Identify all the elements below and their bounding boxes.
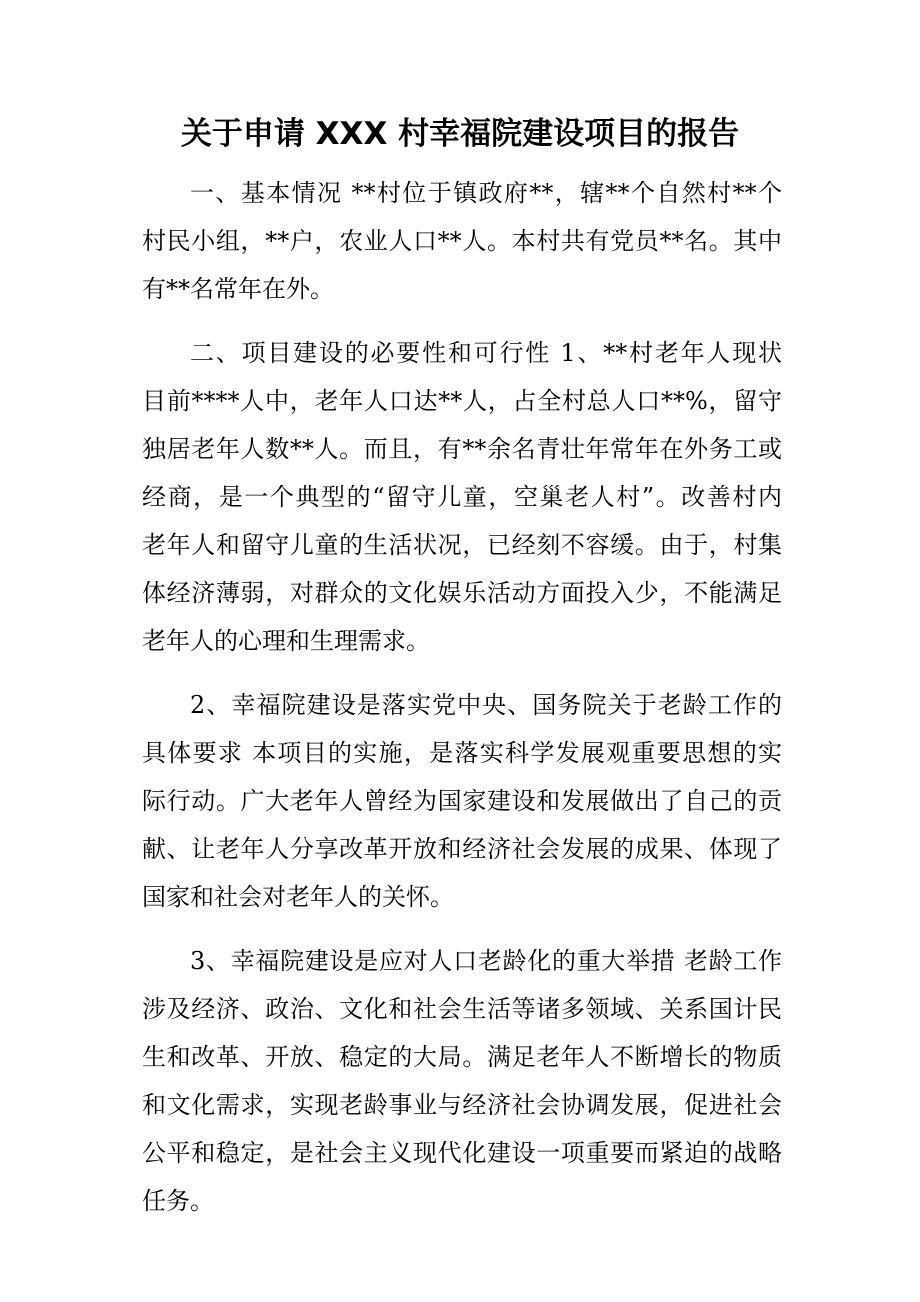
text-line: 际行动。广大老年人曾经为国家建设和发展做出了自己的贡: [142, 787, 782, 815]
text-line: 一、基本情况 **村位于镇政府**，辖**个自然村**个: [190, 179, 782, 207]
document-body: [142, 169, 782, 1225]
text-line: 老年人的心理和生理需求。: [142, 627, 430, 655]
text-line: 国家和社会对老年人的关怀。: [142, 883, 454, 911]
text-line: 独居老年人数**人。而且，有**余名青壮年常年在外务工或: [142, 435, 782, 463]
paragraph-spacer: [142, 313, 782, 329]
text-line: 3、幸福院建设是应对人口老龄化的重大举措 老龄工作: [190, 947, 782, 975]
paragraph-aging-response: [142, 937, 782, 1225]
text-line: 生和改革、开放、稳定的大局。满足老年人不断增长的物质: [142, 1043, 782, 1071]
text-line: 目前****人中，老年人口达**人，占全村总人口**%，留守: [142, 387, 782, 415]
text-line: 献、让老年人分享改革开放和经济社会发展的成果、体现了: [142, 835, 782, 863]
text-line: 和文化需求，实现老龄事业与经济社会协调发展，促进社会: [142, 1091, 782, 1119]
text-line: 任务。: [142, 1187, 214, 1215]
text-line: 2、幸福院建设是落实党中央、国务院关于老龄工作的: [190, 691, 782, 719]
paragraph-policy-requirement: [142, 681, 782, 921]
text-line: 体经济薄弱，对群众的文化娱乐活动方面投入少，不能满足: [142, 579, 782, 607]
text-line: 公平和稳定，是社会主义现代化建设一项重要而紧迫的战略: [142, 1139, 782, 1167]
paragraph-spacer: [142, 921, 782, 937]
text-line: 二、项目建设的必要性和可行性 1、**村老年人现状: [190, 339, 782, 367]
paragraph-spacer: [142, 665, 782, 681]
document-title: 关于申请 XXX 村幸福院建设项目的报告: [180, 116, 740, 152]
text-line: 涉及经济、政治、文化和社会生活等诸多领域、关系国计民: [142, 995, 782, 1023]
paragraph-necessity: [142, 329, 782, 665]
paragraph-basic-situation: [142, 169, 782, 313]
text-line: 村民小组，**户，农业人口**人。本村共有党员**名。其中: [142, 227, 782, 255]
text-line: 老年人和留守儿童的生活状况，已经刻不容缓。由于，村集: [142, 531, 782, 559]
text-line: 有**名常年在外。: [142, 275, 334, 303]
text-line: 经商，是一个典型的“留守儿童，空巢老人村”。改善村内: [142, 483, 782, 511]
text-line: 具体要求 本项目的实施，是落实科学发展观重要思想的实: [142, 739, 782, 767]
